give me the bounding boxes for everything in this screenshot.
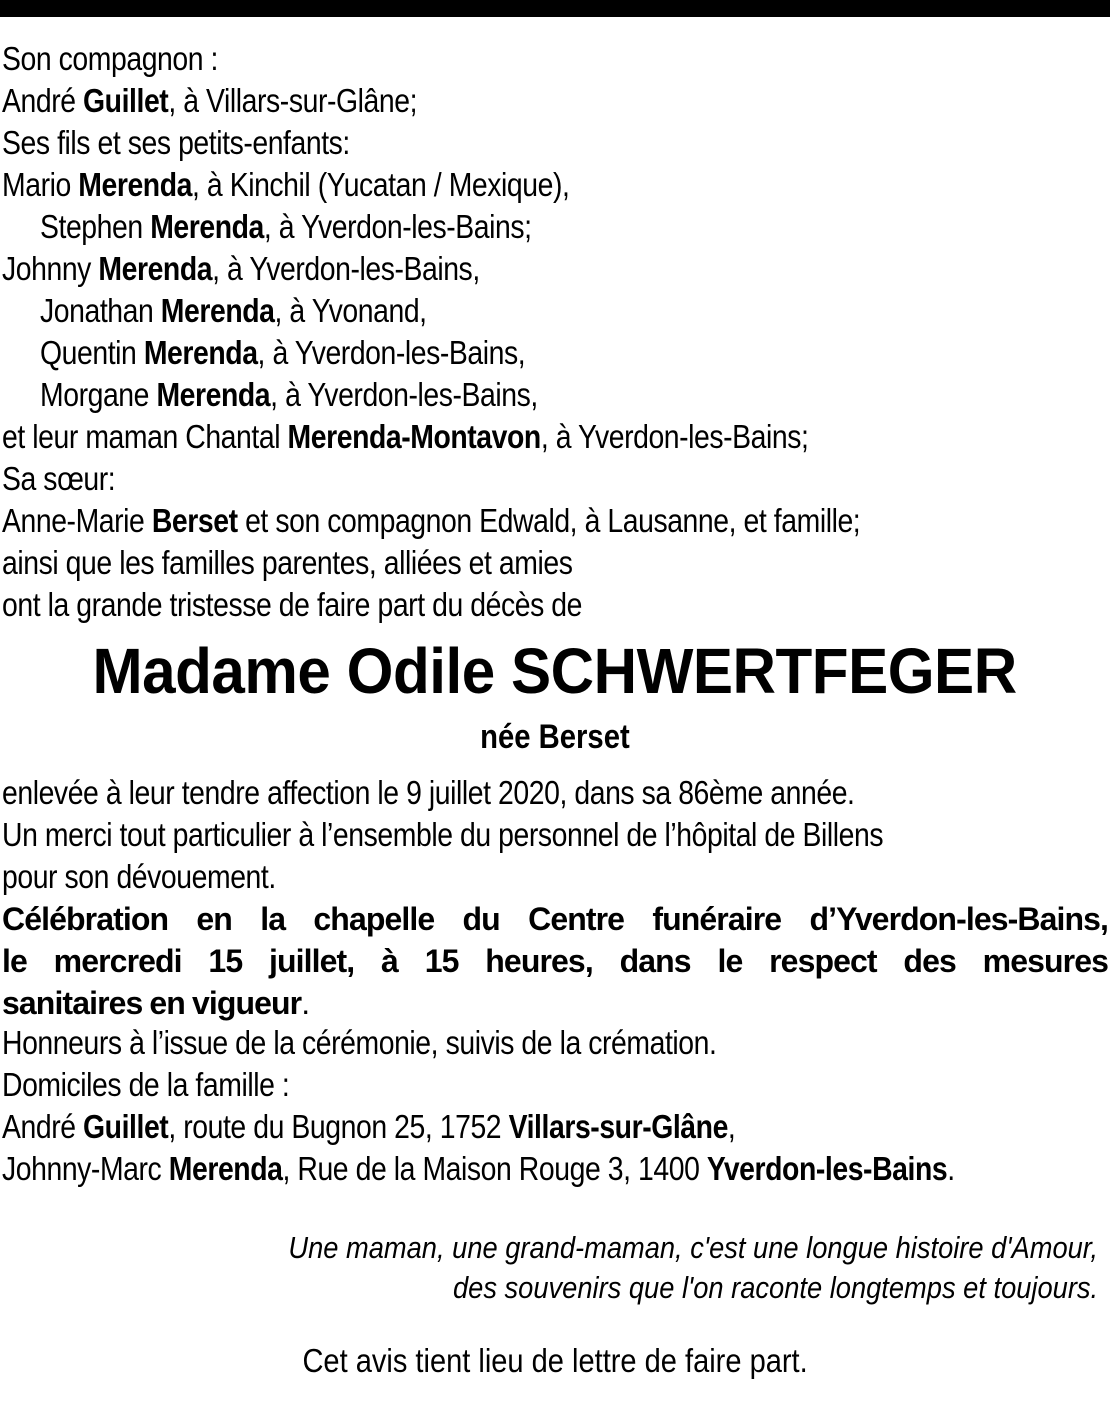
intro-sons-label: Ses fils et ses petits-enfants:	[2, 124, 350, 161]
deceased-maiden-name: née Berset	[480, 718, 630, 756]
after-address-johnny: Johnny-Marc Merenda, Rue de la Maison Rouge 3, 1400 Yverdon-les-Bains.	[2, 1150, 955, 1187]
quote-line-1: Une maman, une grand-maman, c'est une longue histoire d'Amour,	[288, 1230, 1098, 1265]
ceremony-paragraph	[2, 898, 1108, 1024]
after-domiciles-label: Domiciles de la famille :	[2, 1066, 290, 1103]
after-honours-line: Honneurs à l’issue de la cérémonie, suivis de la crémation.	[2, 1024, 717, 1061]
body-thanks-line: Un merci tout particulier à l’ensemble du personnel de l’hôpital de Billens	[2, 816, 884, 853]
intro-grandchild-morgane: Morgane Merenda, à Yverdon-les-Bains,	[40, 376, 538, 413]
intro-companion-label: Son compagnon :	[2, 40, 219, 77]
after-address-andre: André Guillet, route du Bugnon 25, 1752 Villars-sur-Glâne,	[2, 1108, 736, 1145]
intro-son-johnny: Johnny Merenda, à Yverdon-les-Bains,	[2, 250, 480, 287]
intro-companion-line: André Guillet, à Villars-sur-Glâne;	[2, 82, 418, 119]
intro-announcement-line: ont la grande tristesse de faire part du décès de	[2, 586, 583, 623]
body-devotion-line: pour son dévouement.	[2, 858, 276, 895]
intro-grandchild-quentin: Quentin Merenda, à Yverdon-les-Bains,	[40, 334, 526, 371]
intro-mother-chantal: et leur maman Chantal Merenda-Montavon, à Yverdon-les-Bains;	[2, 418, 809, 455]
intro-grandchild-jonathan: Jonathan Merenda, à Yvonand,	[40, 292, 427, 329]
quote-line-2: des souvenirs que l'on raconte longtemps et toujours.	[452, 1270, 1098, 1305]
ceremony-line-2: le mercredi 15 juillet, à 15 heures, dans le respect des mesures	[2, 943, 1108, 979]
ceremony-line-1: Célébration en la chapelle du Centre funéraire d’Yverdon-les-Bains,	[2, 901, 1108, 937]
intro-families-line: ainsi que les familles parentes, alliées et amies	[2, 544, 573, 581]
intro-sister-label: Sa sœur:	[2, 460, 116, 497]
intro-grandchild-stephen: Stephen Merenda, à Yverdon-les-Bains;	[40, 208, 532, 245]
body-death-line: enlevée à leur tendre affection le 9 juillet 2020, dans sa 86ème année.	[2, 774, 855, 811]
ceremony-line-3: sanitaires en vigueur.	[2, 985, 310, 1021]
top-rule	[0, 0, 1110, 17]
closing-line: Cet avis tient lieu de lettre de faire part.	[302, 1342, 808, 1379]
deceased-name: Madame Odile SCHWERTFEGER	[92, 635, 1018, 707]
intro-sister-line: Anne-Marie Berset et son compagnon Edwald, à Lausanne, et famille;	[2, 502, 861, 539]
intro-son-mario: Mario Merenda, à Kinchil (Yucatan / Mexique),	[2, 166, 570, 203]
